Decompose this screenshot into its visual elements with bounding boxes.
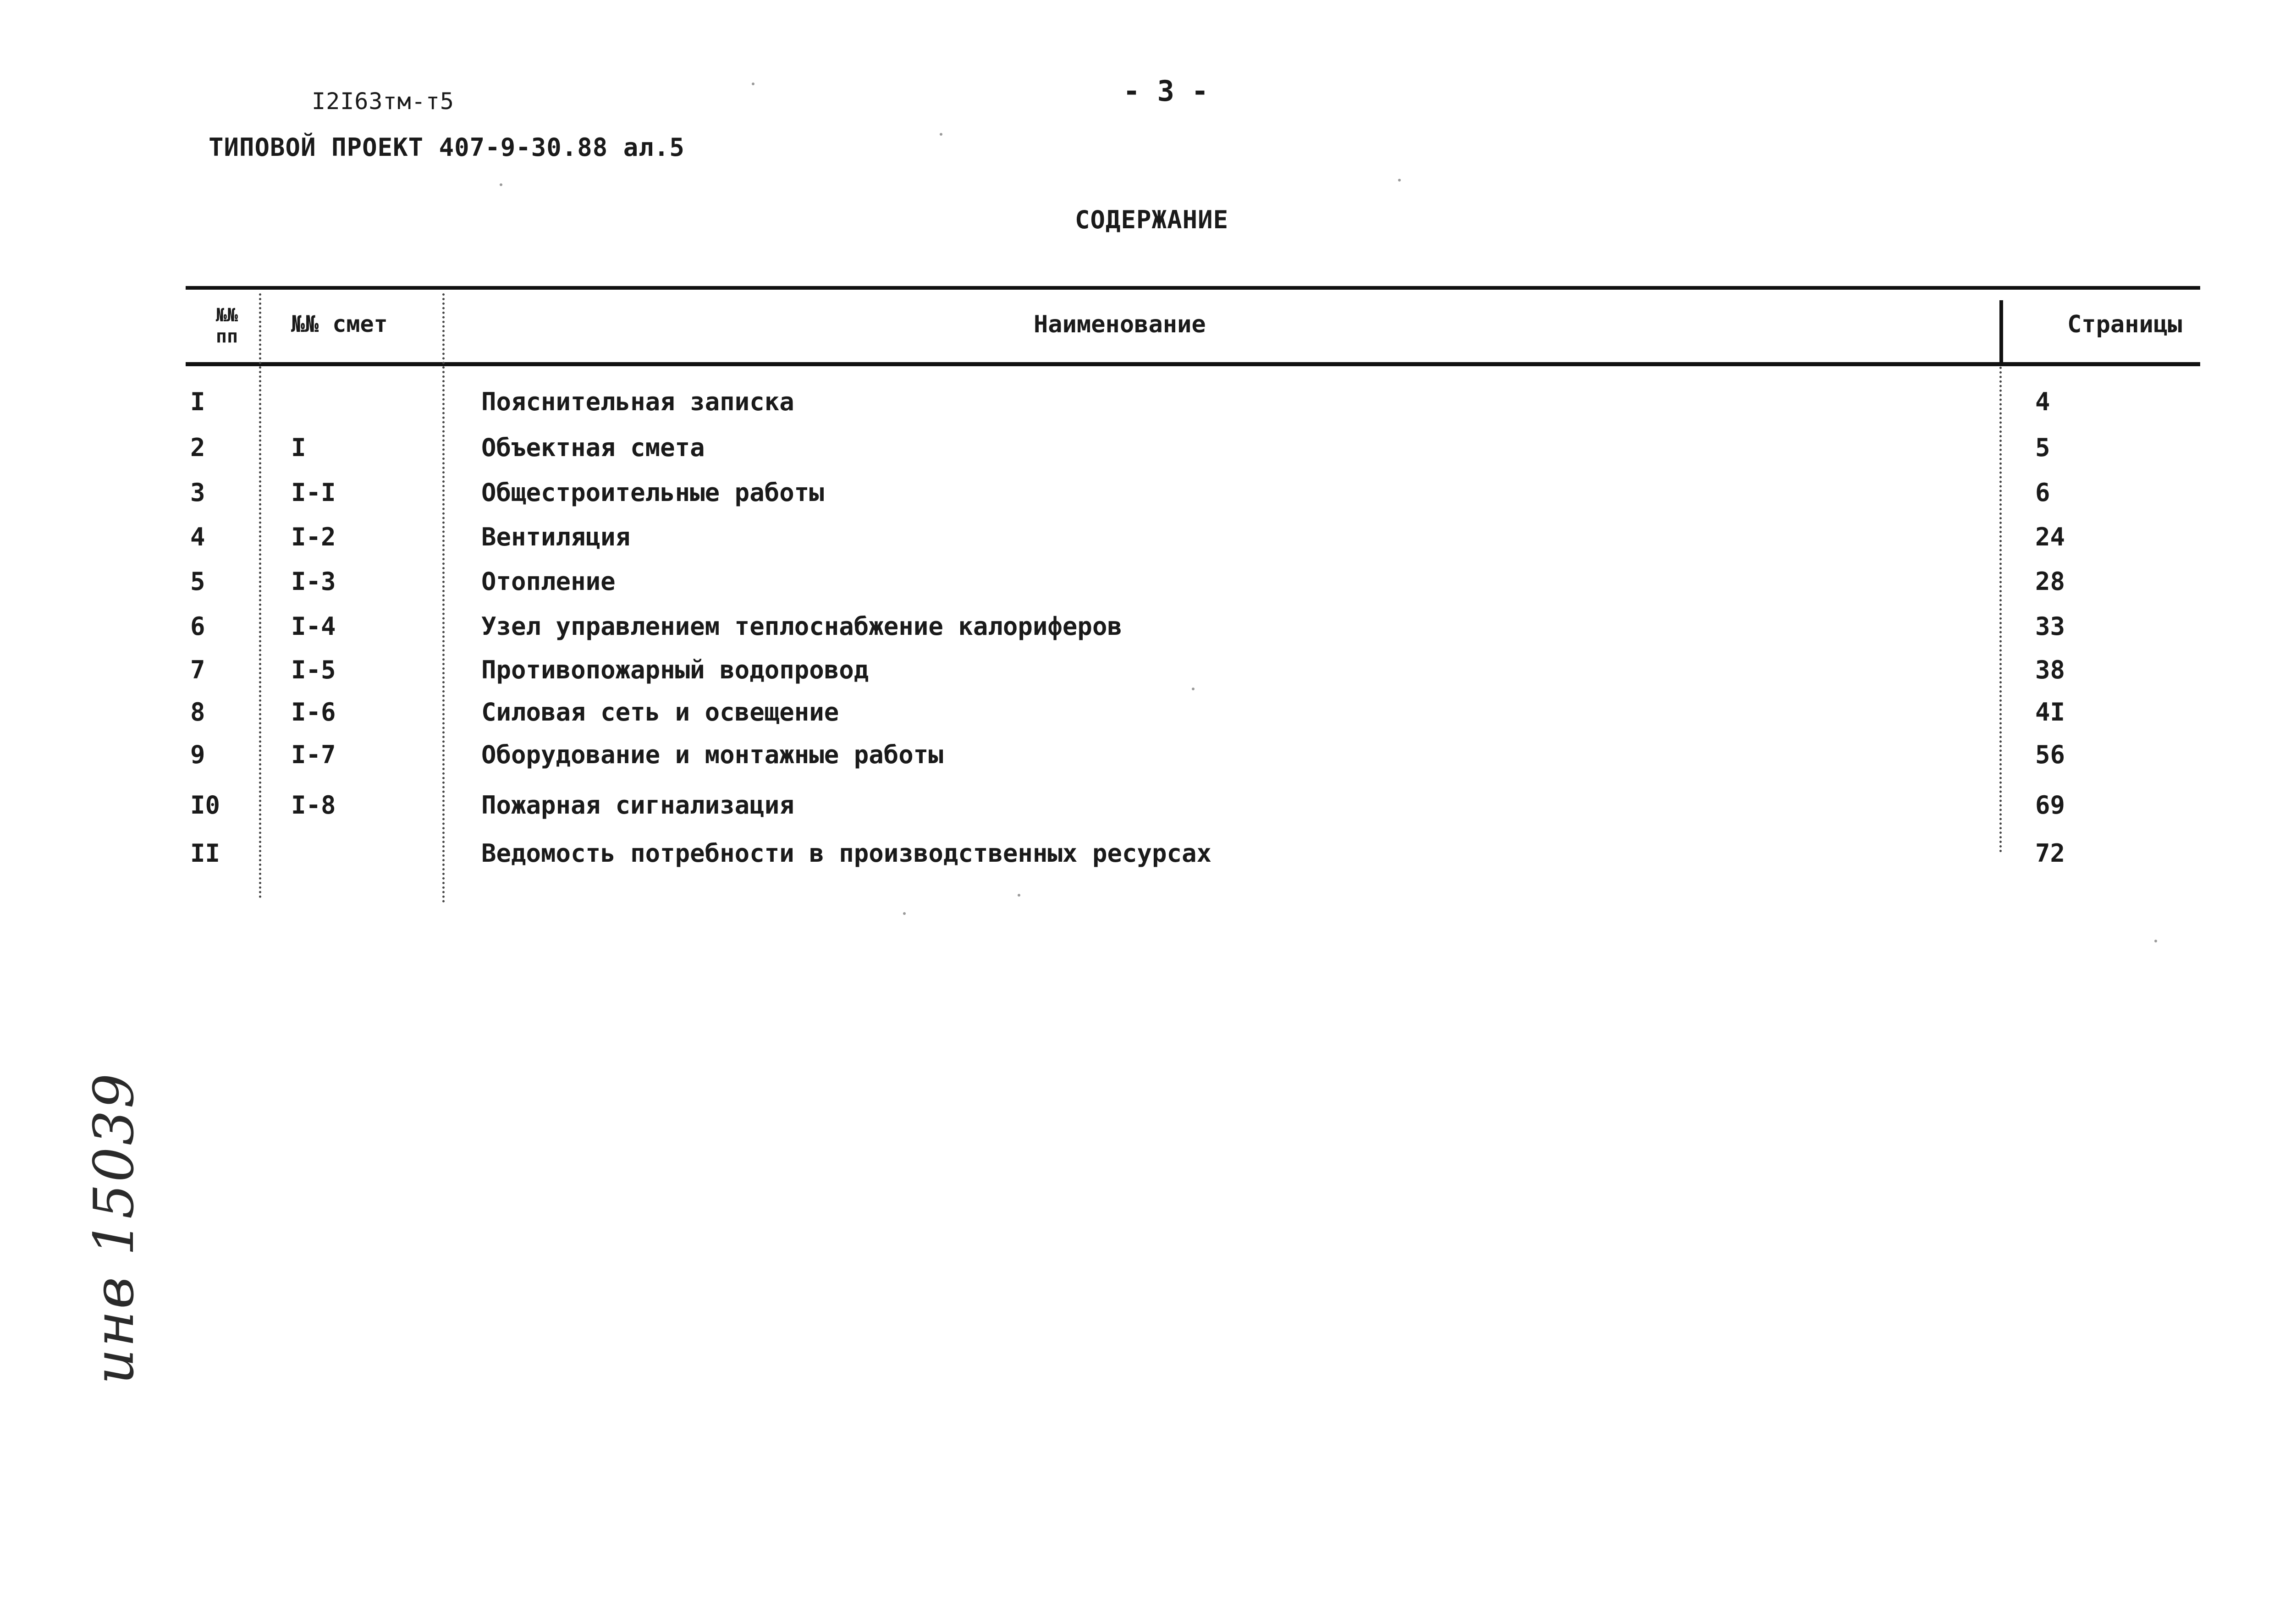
row-1-num: I xyxy=(190,387,205,416)
scan-speck xyxy=(1398,179,1401,182)
scan-speck xyxy=(2154,940,2157,942)
column-divider-estimate xyxy=(442,293,445,903)
row-6-name: Узел управлением теплоснабжение калориферов xyxy=(481,612,1122,641)
row-3-name: Общестроительные работы xyxy=(481,478,824,507)
scan-speck xyxy=(903,912,906,915)
table-top-rule xyxy=(186,286,2200,290)
row-3-page: 6 xyxy=(2035,478,2050,507)
row-4-name: Вентиляция xyxy=(481,523,631,551)
row-5-num: 5 xyxy=(190,567,205,596)
row-5-estimate: I-3 xyxy=(291,567,336,596)
row-2-page: 5 xyxy=(2035,433,2050,462)
scan-speck xyxy=(1018,894,1020,897)
row-10-name: Пожарная сигнализация xyxy=(481,791,794,820)
row-4-estimate: I-2 xyxy=(291,523,336,551)
scan-speck xyxy=(752,83,754,85)
row-1-name: Пояснительная записка xyxy=(481,387,794,416)
row-11-page: 72 xyxy=(2035,839,2065,868)
scan-speck xyxy=(500,183,502,186)
table-header-rule xyxy=(186,362,2200,366)
row-2-name: Объектная смета xyxy=(481,433,705,462)
header-num: №№ пп xyxy=(215,305,238,347)
row-11-num: II xyxy=(190,839,220,868)
header-name: Наименование xyxy=(1034,311,1206,338)
row-7-name: Противопожарный водопровод xyxy=(481,655,869,684)
row-10-page: 69 xyxy=(2035,791,2065,820)
row-2-num: 2 xyxy=(190,433,205,462)
contents-title: СОДЕРЖАНИЕ xyxy=(1075,205,1229,234)
row-8-estimate: I-6 xyxy=(291,698,336,727)
page-number: - 3 - xyxy=(1123,74,1209,108)
document-code: I2I63тм-т5 xyxy=(312,88,455,115)
row-10-estimate: I-8 xyxy=(291,791,336,820)
row-1-page: 4 xyxy=(2035,387,2050,416)
scan-speck xyxy=(1192,688,1195,690)
row-9-num: 9 xyxy=(190,740,205,769)
row-5-name: Отопление xyxy=(481,567,616,596)
header-pages: Страницы xyxy=(2067,311,2182,338)
column-divider-pages-dotted xyxy=(1999,367,2002,853)
row-8-num: 8 xyxy=(190,698,205,727)
row-3-estimate: I-I xyxy=(291,478,336,507)
row-8-name: Силовая сеть и освещение xyxy=(481,698,839,727)
row-5-page: 28 xyxy=(2035,567,2065,596)
row-10-num: I0 xyxy=(190,791,220,820)
row-6-page: 33 xyxy=(2035,612,2065,641)
row-4-page: 24 xyxy=(2035,523,2065,551)
project-title: ТИПОВОЙ ПРОЕКТ 407-9-30.88 ал.5 xyxy=(209,133,685,162)
row-7-num: 7 xyxy=(190,655,205,684)
row-9-page: 56 xyxy=(2035,740,2065,769)
column-divider-num xyxy=(259,293,261,898)
row-9-estimate: I-7 xyxy=(291,740,336,769)
handwritten-inventory-note: инв 15039 xyxy=(83,1071,146,1384)
row-4-num: 4 xyxy=(190,523,205,551)
scan-speck xyxy=(940,133,942,136)
row-11-name: Ведомость потребности в производственных ресурсах xyxy=(481,839,1212,868)
header-estimate: №№ смет xyxy=(291,311,388,337)
row-6-estimate: I-4 xyxy=(291,612,336,641)
row-7-page: 38 xyxy=(2035,655,2065,684)
row-3-num: 3 xyxy=(190,478,205,507)
row-7-estimate: I-5 xyxy=(291,655,336,684)
row-6-num: 6 xyxy=(190,612,205,641)
row-8-page: 4I xyxy=(2035,698,2065,727)
column-divider-pages xyxy=(1999,300,2003,364)
row-9-name: Оборудование и монтажные работы xyxy=(481,740,943,769)
row-2-estimate: I xyxy=(291,433,306,462)
